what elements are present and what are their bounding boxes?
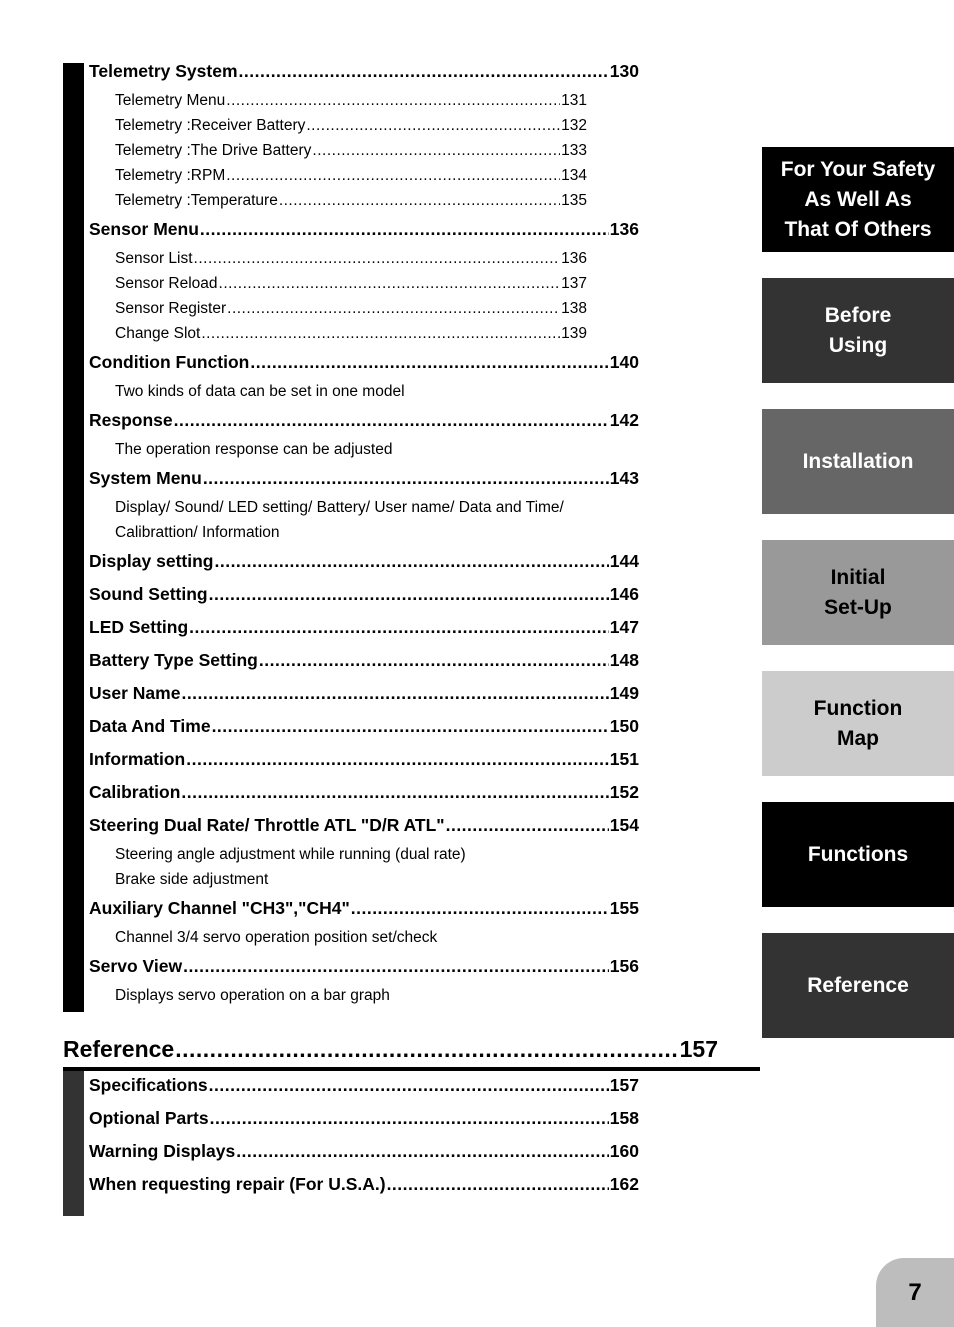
toc-entry-page: 130	[609, 61, 639, 81]
toc-description: Steering angle adjustment while running (dual rate)	[115, 846, 466, 863]
toc-entry-label: Response	[89, 410, 173, 430]
toc-entry-label: Calibration	[89, 782, 181, 802]
leader-dots	[387, 1168, 609, 1201]
leader-dots	[236, 1135, 609, 1168]
toc-entry-page: 136	[561, 250, 587, 267]
toc-entry-page: 137	[561, 275, 587, 292]
toc-entry-page: 148	[609, 650, 639, 670]
toc-heading-label: Reference	[63, 1036, 175, 1062]
leader-dots	[209, 1069, 609, 1102]
page-number: 7	[876, 1258, 954, 1327]
toc-entry-page: 142	[609, 410, 639, 430]
toc-entry-page: 160	[609, 1141, 639, 1161]
toc-entry-label: Telemetry :RPM	[115, 167, 226, 184]
leader-dots	[312, 138, 560, 163]
toc-entry-label: User Name	[89, 683, 181, 703]
toc-entry-page: 143	[609, 468, 639, 488]
toc-entry-page: 144	[609, 551, 639, 571]
toc-functions-list	[89, 55, 639, 1008]
toc-entry-page: 156	[609, 956, 639, 976]
section-bar-functions	[63, 63, 84, 1012]
leader-dots	[174, 404, 609, 437]
toc-entry-label: Telemetry :Temperature	[115, 192, 278, 209]
toc-subentry[interactable]	[115, 188, 587, 213]
toc-heading-page: 157	[679, 1036, 718, 1062]
leader-dots	[226, 88, 560, 113]
tab-4[interactable]	[762, 671, 954, 776]
toc-entry-label: Warning Displays	[89, 1141, 236, 1161]
toc-entry-label: Telemetry :Receiver Battery	[115, 117, 306, 134]
tab-label: For Your Safety As Well As That Of Others	[780, 157, 936, 241]
toc-subentry[interactable]	[115, 113, 587, 138]
leader-dots	[351, 892, 609, 925]
toc-description: Displays servo operation on a bar graph	[115, 987, 390, 1004]
toc-entry-label: Display setting	[89, 551, 214, 571]
toc-subentry[interactable]	[115, 163, 587, 188]
toc-entry[interactable]	[89, 743, 639, 776]
toc-entry-label: Change Slot	[115, 325, 201, 342]
toc-entry-page: 135	[561, 192, 587, 209]
toc-entry[interactable]	[89, 611, 639, 644]
toc-entry-page: 138	[561, 300, 587, 317]
toc-entry-label: Data And Time	[89, 716, 211, 736]
toc-entry-page: 155	[609, 898, 639, 918]
toc-heading-reference[interactable]	[63, 1033, 718, 1065]
toc-reference-list	[89, 1069, 639, 1201]
tab-2[interactable]	[762, 409, 954, 514]
leader-dots	[181, 677, 608, 710]
toc-entry-label: Sensor Menu	[89, 219, 199, 239]
toc-entry-label: Telemetry :The Drive Battery	[115, 142, 312, 159]
toc-entry-page: 133	[561, 142, 587, 159]
leader-dots	[219, 271, 561, 296]
leader-dots	[259, 644, 609, 677]
tab-label: Reference	[807, 973, 909, 997]
leader-dots	[175, 1033, 678, 1065]
toc-subentry[interactable]	[115, 271, 587, 296]
leader-dots	[194, 246, 561, 271]
leader-dots	[226, 163, 560, 188]
toc-entry[interactable]	[89, 346, 639, 379]
toc-entry-label: Sensor Register	[115, 300, 227, 317]
toc-entry[interactable]	[89, 55, 639, 88]
toc-subentry[interactable]	[115, 138, 587, 163]
leader-dots	[183, 950, 609, 983]
toc-entry[interactable]	[89, 950, 639, 983]
leader-dots	[201, 321, 560, 346]
leader-dots	[306, 113, 560, 138]
toc-entry-label: Telemetry System	[89, 61, 238, 81]
toc-entry-label: Battery Type Setting	[89, 650, 258, 670]
toc-entry[interactable]	[89, 1168, 639, 1201]
toc-entry-label: Sound Setting	[89, 584, 208, 604]
toc-description: Brake side adjustment	[115, 871, 269, 888]
toc-entry-page: 152	[609, 782, 639, 802]
toc-entry[interactable]	[89, 644, 639, 677]
toc-entry-page: 157	[609, 1075, 639, 1095]
toc-entry[interactable]	[89, 578, 639, 611]
toc-entry[interactable]	[89, 462, 639, 495]
leader-dots	[181, 776, 608, 809]
toc-entry-label: LED Setting	[89, 617, 189, 637]
toc-subentry[interactable]	[115, 246, 587, 271]
tab-label: Initial Set-Up	[824, 565, 892, 619]
toc-description: Display/ Sound/ LED setting/ Battery/ User name/ Data and Time/	[115, 499, 564, 516]
toc-entry[interactable]	[89, 809, 639, 842]
toc-entry-page: 150	[609, 716, 639, 736]
toc-entry-page: 140	[609, 352, 639, 372]
tab-label: Installation	[802, 449, 914, 473]
toc-description: The operation response can be adjusted	[115, 441, 393, 458]
leader-dots	[212, 710, 609, 743]
toc-entry-page: 154	[609, 815, 639, 835]
toc-entry[interactable]	[89, 776, 639, 809]
toc-description: Calibrattion/ Information	[115, 524, 280, 541]
toc-entry-label: Servo View	[89, 956, 183, 976]
leader-dots	[210, 1102, 609, 1135]
toc-entry[interactable]	[89, 1102, 639, 1135]
toc-entry-page: 132	[561, 117, 587, 134]
section-bar-reference	[63, 1071, 84, 1216]
toc-entry-page: 136	[609, 219, 639, 239]
toc-entry-label: Condition Function	[89, 352, 250, 372]
toc-entry[interactable]	[89, 677, 639, 710]
leader-dots	[200, 213, 609, 246]
toc-entry-label: Optional Parts	[89, 1108, 209, 1128]
toc-entry-page: 147	[609, 617, 639, 637]
toc-subentry[interactable]	[115, 88, 587, 113]
toc-entry[interactable]	[89, 545, 639, 578]
toc-entry[interactable]	[89, 892, 639, 925]
toc-entry-page: 162	[609, 1174, 639, 1194]
toc-entry-page: 134	[561, 167, 587, 184]
toc-entry-label: Sensor Reload	[115, 275, 218, 292]
toc-entry-page: 146	[609, 584, 639, 604]
leader-dots	[203, 462, 609, 495]
leader-dots	[250, 346, 608, 379]
toc-entry-page: 151	[609, 749, 639, 769]
toc-entry-page: 149	[609, 683, 639, 703]
toc-description: Two kinds of data can be set in one model	[115, 383, 405, 400]
leader-dots	[209, 578, 609, 611]
toc-description: Channel 3/4 servo operation position set/check	[115, 929, 438, 946]
toc-entry[interactable]	[89, 710, 639, 743]
tab-6[interactable]	[762, 933, 954, 1038]
tab-5[interactable]	[762, 802, 954, 907]
leader-dots	[227, 296, 560, 321]
toc-entry[interactable]	[89, 1135, 639, 1168]
toc-entry-page: 131	[561, 92, 587, 109]
toc-entry-page: 139	[561, 325, 587, 342]
tab-1[interactable]	[762, 278, 954, 383]
tab-label: Functions	[807, 842, 909, 866]
leader-dots	[239, 55, 609, 88]
toc-subentry[interactable]	[115, 321, 587, 346]
tab-3[interactable]	[762, 540, 954, 645]
tab-label: Before Using	[824, 303, 892, 357]
toc-entry-label: Steering Dual Rate/ Throttle ATL "D/R ATL"	[89, 815, 445, 835]
tab-0[interactable]	[762, 147, 954, 252]
leader-dots	[214, 545, 608, 578]
tab-label: Function Map	[813, 696, 903, 750]
toc-subentry[interactable]	[115, 296, 587, 321]
toc-entry-label: When requesting repair (For U.S.A.)	[89, 1174, 386, 1194]
leader-dots	[446, 809, 609, 842]
leader-dots	[189, 611, 609, 644]
toc-entry-label: Specifications	[89, 1075, 208, 1095]
leader-dots	[186, 743, 609, 776]
toc-entry-page: 158	[609, 1108, 639, 1128]
toc-entry[interactable]	[89, 404, 639, 437]
toc-entry-label: Telemetry Menu	[115, 92, 226, 109]
toc-entry-label: Information	[89, 749, 186, 769]
leader-dots	[279, 188, 560, 213]
toc-entry-label: Sensor List	[115, 250, 193, 267]
toc-entry-label: System Menu	[89, 468, 202, 488]
toc-entry-label: Auxiliary Channel "CH3","CH4"	[89, 898, 350, 918]
toc-entry[interactable]	[89, 213, 639, 246]
toc-entry[interactable]	[89, 1069, 639, 1102]
